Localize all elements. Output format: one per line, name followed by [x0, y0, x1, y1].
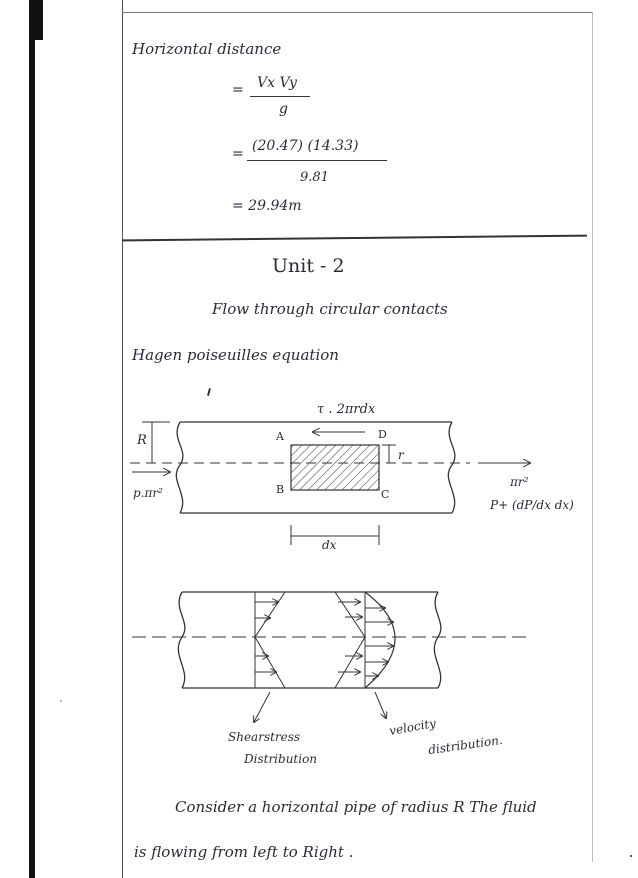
- label-R: R: [137, 433, 147, 448]
- eq2-equals: =: [232, 146, 244, 162]
- heading-horizontal-distance: Horizontal distance: [132, 40, 282, 58]
- label-right-pressure-force: P+ (dP/dx dx): [490, 498, 574, 512]
- ink-speck: [60, 700, 62, 702]
- unit-title: Unit - 2: [272, 255, 345, 277]
- label-velocity-distribution: distribution.: [427, 732, 504, 758]
- eq3-result: = 29.94m: [232, 198, 302, 214]
- subtitle: Flow through circular contacts: [212, 300, 448, 318]
- label-right-area: πr²: [510, 475, 529, 489]
- eq1-numerator: Vx Vy: [257, 75, 297, 91]
- label-velocity: velocity: [388, 716, 437, 738]
- eq1-equals: =: [232, 82, 244, 98]
- eq2-denominator: 9.81: [300, 170, 329, 185]
- label-left-pressure-force: p.πr²: [133, 486, 163, 500]
- label-shear-force: τ . 2πrdx: [317, 402, 376, 417]
- section-heading: Hagen poiseuilles equation: [132, 346, 339, 364]
- body-text-line-2: is flowing from left to Right .: [134, 843, 354, 861]
- label-C: C: [381, 488, 390, 501]
- label-D: D: [378, 428, 387, 441]
- eq2-numerator: (20.47) (14.33): [252, 138, 359, 154]
- label-A: A: [276, 430, 284, 443]
- label-shear-stress: Shearstress: [228, 730, 301, 744]
- label-shear-distribution: Distribution: [244, 752, 318, 766]
- body-text-line-1: Consider a horizontal pipe of radius R The fluid: [175, 798, 537, 816]
- ink-speck: [630, 855, 632, 857]
- label-B: B: [276, 483, 285, 496]
- label-dx: dx: [322, 538, 337, 552]
- eq1-denominator: g: [279, 101, 288, 117]
- label-r: r: [398, 448, 404, 462]
